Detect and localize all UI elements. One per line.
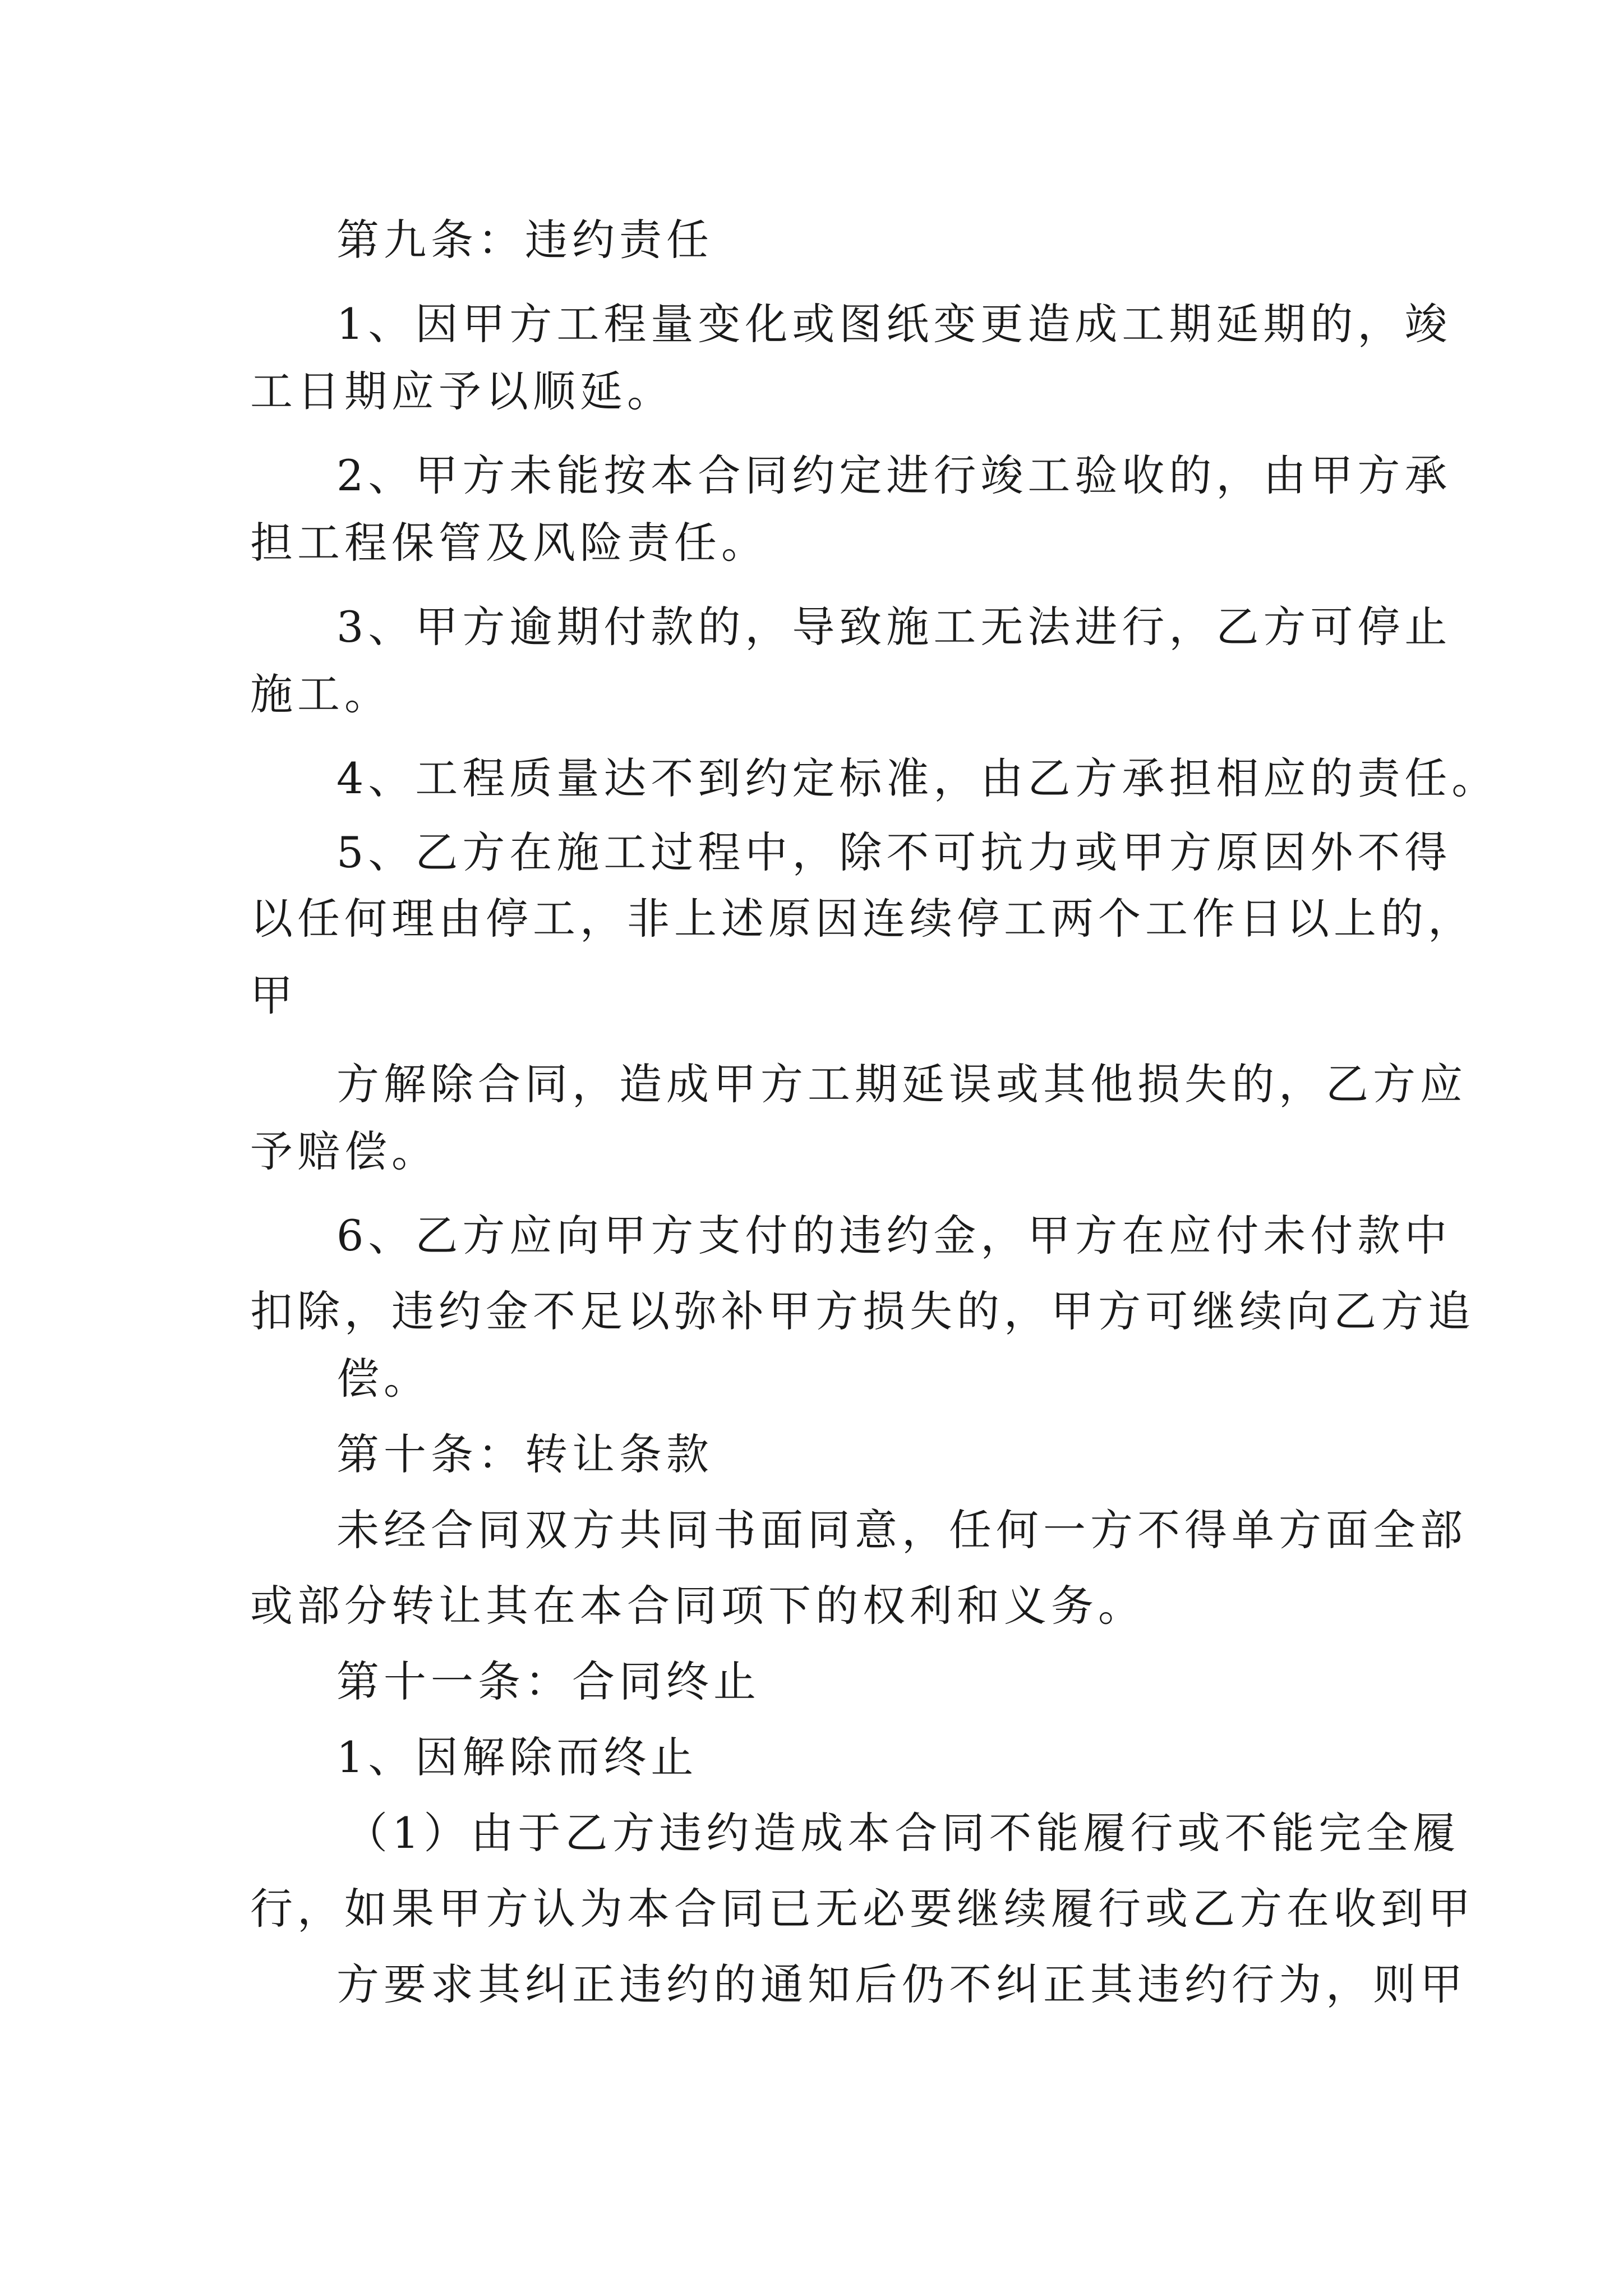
article-10-heading: 第十条：转让条款 xyxy=(336,1429,713,1479)
paragraph-line: 扣除，违约金不足以弥补甲方损失的，甲方可继续向乙方追 xyxy=(250,1286,1475,1336)
article-9-heading: 第九条：违约责任 xyxy=(336,215,713,265)
paragraph-line: 方解除合同，造成甲方工期延误或其他损失的，乙方应 xyxy=(336,1059,1467,1109)
paragraph-line: 3、甲方逾期付款的，导致施工无法进行，乙方可停止 xyxy=(336,602,1452,652)
paragraph-line: 行，如果甲方认为本合同已无必要继续履行或乙方在收到甲 xyxy=(250,1884,1475,1934)
paragraph-line: 6、乙方应向甲方支付的违约金，甲方在应付未付款中 xyxy=(336,1211,1452,1260)
paragraph-line: 施工。 xyxy=(250,669,391,719)
paragraph-line: 予赔偿。 xyxy=(250,1126,439,1176)
paragraph-line: 1、因甲方工程量变化或图纸变更造成工期延期的，竣 xyxy=(336,299,1452,349)
article-11-heading: 第十一条：合同终止 xyxy=(336,1657,760,1706)
paragraph-line: 甲 xyxy=(250,970,297,1020)
paragraph-line: 4、工程质量达不到约定标准，由乙方承担相应的责任。 xyxy=(336,753,1499,803)
paragraph-line: 未经合同双方共同书面同意，任何一方不得单方面全部 xyxy=(336,1505,1467,1555)
paragraph-line: 5、乙方在施工过程中，除不可抗力或甲方原因外不得 xyxy=(336,827,1452,877)
paragraph-line: 偿。 xyxy=(336,1354,431,1404)
paragraph-line: 担工程保管及风险责任。 xyxy=(250,518,768,568)
paragraph-line: 方要求其纠正违约的通知后仍不纠正其违约行为，则甲 xyxy=(336,1959,1467,2009)
paragraph-line: 1、因解除而终止 xyxy=(336,1732,698,1782)
paragraph-line: （1）由于乙方违约造成本合同不能履行或不能完全履 xyxy=(345,1808,1460,1858)
paragraph-line: 2、甲方未能按本合同约定进行竣工验收的，由甲方承 xyxy=(336,450,1452,500)
paragraph-line: 以任何理由停工，非上述原因连续停工两个工作日以上的， xyxy=(250,894,1475,944)
paragraph-line: 工日期应予以顺延。 xyxy=(250,366,674,416)
paragraph-line: 或部分转让其在本合同项下的权利和义务。 xyxy=(250,1581,1145,1631)
